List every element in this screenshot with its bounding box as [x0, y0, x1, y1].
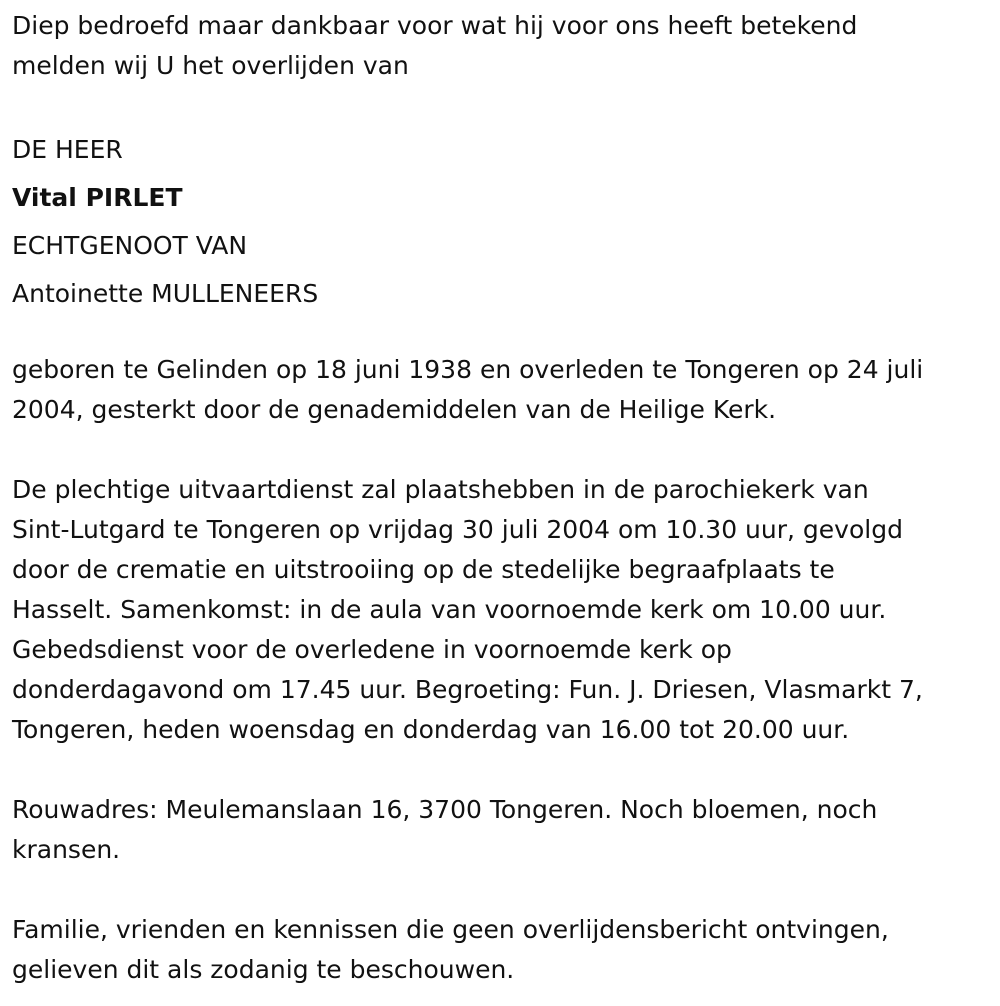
- funeral-paragraph: [12, 470, 987, 750]
- intro-paragraph: [12, 6, 987, 86]
- closing-line: Familie, vrienden en kennissen die geen overlijdensbericht ontvingen,: [12, 915, 889, 944]
- address-paragraph: [12, 790, 987, 870]
- address-line: Rouwadres: Meulemanslaan 16, 3700 Tongeren. Noch bloemen, noch: [12, 795, 878, 824]
- paragraph-gap: [12, 750, 987, 790]
- death-notice: [12, 6, 987, 990]
- deceased-title: DE HEER: [12, 135, 123, 164]
- funeral-line: donderdagavond om 17.45 uur. Begroeting: Fun. J. Driesen, Vlasmarkt 7,: [12, 675, 923, 704]
- closing-paragraph: [12, 910, 987, 990]
- paragraph-gap: [12, 318, 987, 350]
- funeral-line: Hasselt. Samenkomst: in de aula van voornoemde kerk om 10.00 uur.: [12, 595, 887, 624]
- spouse-name: Antoinette MULLENEERS: [12, 279, 319, 308]
- paragraph-gap: [12, 86, 987, 126]
- birth-death-line: 2004, gesterkt door de genademiddelen van de Heilige Kerk.: [12, 395, 777, 424]
- closing-line: gelieven dit als zodanig te beschouwen.: [12, 955, 515, 984]
- paragraph-gap: [12, 870, 987, 910]
- intro-line: Diep bedroefd maar dankbaar voor wat hij voor ons heeft betekend: [12, 11, 858, 40]
- paragraph-gap: [12, 430, 987, 470]
- relation-label: ECHTGENOOT VAN: [12, 231, 248, 260]
- funeral-line: door de crematie en uitstrooiing op de stedelijke begraafplaats te: [12, 555, 835, 584]
- funeral-line: Sint-Lutgard te Tongeren op vrijdag 30 juli 2004 om 10.30 uur, gevolgd: [12, 515, 903, 544]
- address-line: kransen.: [12, 835, 121, 864]
- funeral-line: De plechtige uitvaartdienst zal plaatshebben in de parochiekerk van: [12, 475, 869, 504]
- deceased-block: [12, 126, 987, 318]
- birth-death-paragraph: [12, 350, 987, 430]
- deceased-name: Vital PIRLET: [12, 183, 183, 212]
- intro-line: melden wij U het overlijden van: [12, 51, 409, 80]
- funeral-line: Tongeren, heden woensdag en donderdag van 16.00 tot 20.00 uur.: [12, 715, 850, 744]
- birth-death-line: geboren te Gelinden op 18 juni 1938 en overleden te Tongeren op 24 juli: [12, 355, 924, 384]
- funeral-line: Gebedsdienst voor de overledene in voornoemde kerk op: [12, 635, 732, 664]
